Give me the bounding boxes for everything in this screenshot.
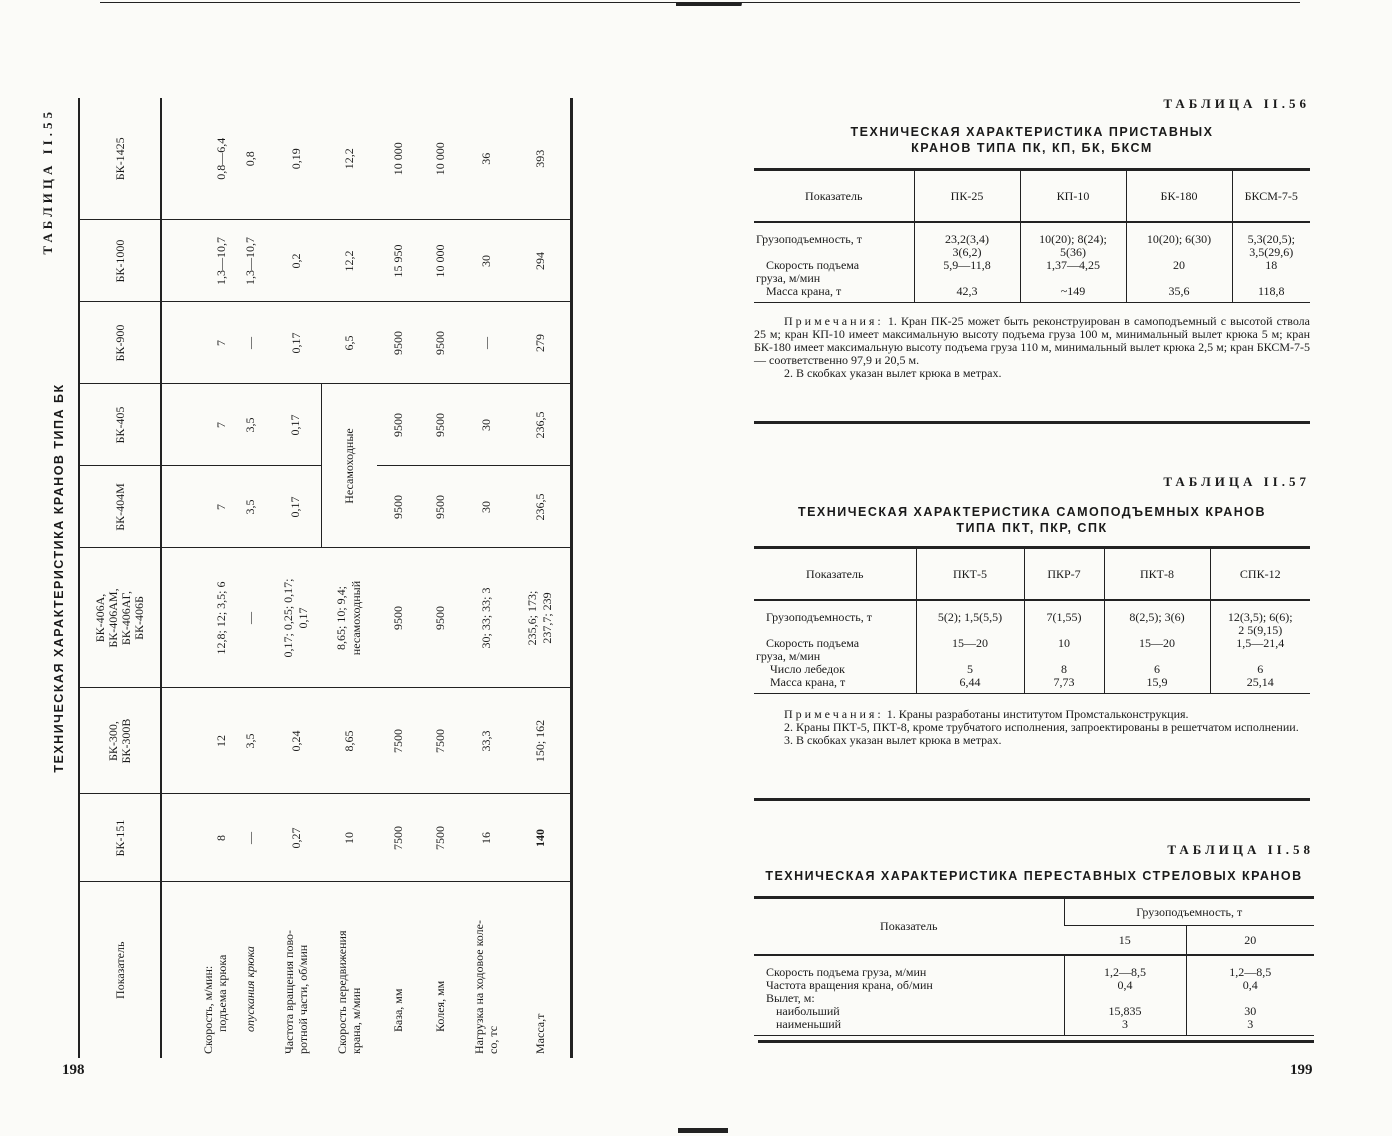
cell: 30	[461, 466, 511, 548]
table-header-row	[79, 98, 161, 1058]
table-row	[271, 98, 321, 1058]
section-divider	[754, 421, 1310, 424]
header-pkt8: ПКТ-8	[1104, 548, 1210, 601]
cell: 236,5	[511, 466, 571, 548]
table-II-57	[754, 474, 1310, 747]
header-bk180: БК-180	[1126, 170, 1232, 223]
section-divider	[754, 798, 1310, 801]
row-label: Масса,т	[511, 882, 571, 1058]
cell: —	[461, 302, 511, 384]
table-title: ТЕХНИЧЕСКАЯ ХАРАКТЕРИСТИКА ПРИСТАВНЫХ КРАНОВ ТИПА ПК, КП, БК, БКСМ	[850, 125, 1214, 155]
cell: 9500	[419, 548, 461, 688]
cell: 0,19	[271, 98, 321, 220]
cell: 9500	[377, 466, 419, 548]
header-param: Показатель	[754, 170, 914, 223]
table-II-56	[754, 96, 1310, 380]
row-label: Скорость, м/мин: подъема крюка	[201, 954, 229, 1054]
cell: —	[229, 794, 271, 882]
cell-bk180: 10(20); 6(30) 20 35,6	[1126, 222, 1232, 303]
table-header-row	[754, 898, 1314, 926]
non-self-propelled-cell: Несамоходные	[321, 384, 377, 548]
cell: 30	[461, 384, 511, 466]
row-labels: Грузоподъемность, т Скорость подъема груза, м/мин Число лебедок Масса крана, т	[754, 600, 916, 694]
cell: 10	[321, 794, 377, 882]
header-bk900: БК-900	[79, 302, 161, 384]
self-raising-cranes-table	[754, 546, 1310, 694]
header-pkt5: ПКТ-5	[916, 548, 1024, 601]
cell-bksm: 5,3(20,5); 3,5(29,6) 18 118,8	[1232, 222, 1310, 303]
table-II-55-rotated	[40, 98, 613, 1058]
cell: 9500	[419, 384, 461, 466]
cell: 33,3	[461, 688, 511, 794]
cell: 0,17	[271, 466, 321, 548]
cell: 6,5	[321, 302, 377, 384]
cell: 0,2	[271, 220, 321, 302]
table-row	[511, 98, 571, 1058]
cell: 10 000	[419, 98, 461, 220]
cell: 12,2	[321, 220, 377, 302]
row-label: опускания крюка	[243, 946, 257, 1032]
page-number-right: 199	[1290, 1062, 1313, 1078]
table-row	[229, 98, 271, 1058]
cell: 150; 162	[511, 688, 571, 794]
row-label: Нагрузка на ходовое коле- со, тс	[472, 920, 500, 1054]
cell-pkr7: 7(1,55) 10 8 7,73	[1024, 600, 1104, 694]
cell: 30; 33; 33; 3	[461, 548, 511, 688]
cell: 10 000	[377, 98, 419, 220]
cell: 0,17	[271, 384, 321, 466]
table-II-58	[754, 842, 1314, 1036]
cell: 10 000	[419, 220, 461, 302]
header-bksm: БКСМ-7-5	[1232, 170, 1310, 223]
cell-spk12: 12(3,5); 6(6); 2 5(9,15) 1,5—21,4 6 25,14	[1210, 600, 1310, 694]
cell: 7500	[419, 688, 461, 794]
header-param: Показатель	[754, 898, 1064, 956]
cell: 8,65	[321, 688, 377, 794]
cell: 7	[161, 302, 229, 384]
table-header-row	[754, 170, 1310, 223]
cell: 9500	[377, 302, 419, 384]
table-row	[754, 222, 1310, 303]
header-param: Показатель	[754, 548, 916, 601]
table-row	[377, 98, 419, 1058]
header-capacity-group: Грузоподъемность, т	[1064, 898, 1314, 926]
header-bk1425: БК-1425	[79, 98, 161, 220]
header-param: Показатель	[79, 882, 161, 1058]
table-notes: Примечания: 1. Краны разработаны институтом Промстальконструкция. 2. Краны ПКТ-5, ПКТ-8, кроме трубчатого исполнения, запроектированы в решетчатом исполнении. 3. В скобках указан вылет крюка в метрах.	[784, 707, 1299, 747]
cell: —	[229, 548, 271, 688]
cell: 9500	[377, 384, 419, 466]
cell: 3,5	[229, 688, 271, 794]
cell: 235,6; 173; 237,7; 239	[511, 548, 571, 688]
cell: 36	[461, 98, 511, 220]
cell: 0,27	[271, 794, 321, 882]
header-pkr7: ПКР-7	[1024, 548, 1104, 601]
table-number: ТАБЛИЦА II.57	[1163, 474, 1310, 489]
cell: 9500	[419, 466, 461, 548]
cell: 3,5	[229, 466, 271, 548]
table-row	[321, 98, 377, 1058]
cell-pkt5: 5(2); 1,5(5,5) 15—20 5 6,44	[916, 600, 1024, 694]
cell: 140	[511, 794, 571, 882]
header-bk405: БК-405	[79, 384, 161, 466]
book-spine-mark-bottom	[678, 1128, 728, 1133]
table-number: ТАБЛИЦА II.56	[1163, 96, 1310, 111]
cell: 7	[161, 384, 229, 466]
table-title: ТЕХНИЧЕСКАЯ ХАРАКТЕРИСТИКА САМОПОДЪЕМНЫХ КРАНОВ ТИПА ПКТ, ПКР, СПК	[797, 505, 1267, 535]
bottom-rule	[758, 1040, 1314, 1043]
row-label: Скорость передвижения крана, м/мин	[335, 930, 363, 1054]
table-title: ТЕХНИЧЕСКАЯ ХАРАКТЕРИСТИКА КРАНОВ ТИПА БК	[52, 383, 66, 773]
cell-pkt8: 8(2,5); 3(6) 15—20 6 15,9	[1104, 600, 1210, 694]
cell: 0,8—6,4	[161, 98, 229, 220]
cell: 393	[511, 98, 571, 220]
boom-cranes-table	[754, 896, 1314, 1036]
cell: 0,17; 0,25; 0,17; 0,17	[271, 548, 321, 688]
cell: 8,65; 10; 9,4; несамоходный	[321, 548, 377, 688]
page-number-left: 198	[62, 1062, 85, 1078]
crane-bk-table	[78, 98, 573, 1058]
table-number: ТАБЛИЦА II.58	[1167, 842, 1314, 857]
cell-cap-20: 1,2—8,5 0,4 30 3	[1186, 955, 1314, 1036]
book-spine-mark	[676, 2, 742, 16]
cell-kp10: 10(20); 8(24); 5(36) 1,37—4,25 ~149	[1020, 222, 1126, 303]
cell: 12,8; 12; 3,5; 6	[161, 548, 229, 688]
cell: 7500	[377, 794, 419, 882]
attached-cranes-table	[754, 168, 1310, 303]
cell: 16	[461, 794, 511, 882]
cell: 15 950	[377, 220, 419, 302]
cell: 7500	[377, 688, 419, 794]
header-bk1000: БК-1000	[79, 220, 161, 302]
header-bk406: БК-406А, БК-406АМ, БК-406АГ, БК-406Б	[79, 548, 161, 688]
cell: 294	[511, 220, 571, 302]
cell: 1,3—10,7	[229, 220, 271, 302]
header-cap-20: 20	[1186, 926, 1314, 956]
table-header-row	[754, 548, 1310, 601]
table-number: ТАБЛИЦА II.55	[40, 108, 55, 255]
cell: 279	[511, 302, 571, 384]
top-edge-line	[100, 2, 680, 3]
table-row	[161, 98, 229, 1058]
cell: 7	[161, 466, 229, 548]
cell: 12,2	[321, 98, 377, 220]
table-row	[461, 98, 511, 1058]
header-pk25: ПК-25	[914, 170, 1020, 223]
header-bk151: БК-151	[79, 794, 161, 882]
row-labels: Скорость подъема груза, м/мин Частота вращения крана, об/мин Вылет, м: наибольший наименьший	[754, 955, 1064, 1036]
header-cap-15: 15	[1064, 926, 1186, 956]
header-bk300: БК-300, БК-300В	[79, 688, 161, 794]
top-edge-line-right	[700, 2, 1300, 3]
cell: 0,24	[271, 688, 321, 794]
cell: 0,17	[271, 302, 321, 384]
header-spk12: СПК-12	[1210, 548, 1310, 601]
cell: 9500	[419, 302, 461, 384]
table-row	[754, 955, 1314, 1036]
cell: 1,3—10,7	[161, 220, 229, 302]
row-label: База, мм	[391, 988, 405, 1032]
table-title: ТЕХНИЧЕСКАЯ ХАРАКТЕРИСТИКА ПЕРЕСТАВНЫХ СТРЕЛОВЫХ КРАНОВ	[765, 869, 1303, 883]
header-bk404m: БК-404М	[79, 466, 161, 548]
cell: —	[229, 302, 271, 384]
header-kp10: КП-10	[1020, 170, 1126, 223]
cell: 3,5	[229, 384, 271, 466]
cell-cap-15: 1,2—8,5 0,4 15,835 3	[1064, 955, 1186, 1036]
cell: 8	[161, 794, 229, 882]
cell: 7500	[419, 794, 461, 882]
table-row	[754, 600, 1310, 694]
table-notes: Примечания: 1. Кран ПК-25 может быть реконструирован в самоподъемный с высотой ствола 25 м; кран КП-10 имеет максимальную высоту подъема груза 100 м, минимальный вылет крюка 5 м; кран БК-180 имеет максимальную высоту подъема груза 110 м, минимальный вылет крюка 2,5 м; кран БКСМ-7-5 — соответственно 97,9 и 20,5 м. 2. В скобках указан вылет крюка в метрах.	[754, 314, 1310, 380]
cell: 9500	[377, 548, 419, 688]
cell: 12	[161, 688, 229, 794]
table-row	[419, 98, 461, 1058]
cell: 0,8	[229, 98, 271, 220]
cell: 236,5	[511, 384, 571, 466]
cell-pk25: 23,2(3,4) 3(6,2) 5,9—11,8 42,3	[914, 222, 1020, 303]
cell: 30	[461, 220, 511, 302]
row-label: Частота вращения пово- ротной части, об/мин	[282, 929, 310, 1054]
row-label: Колея, мм	[433, 980, 447, 1032]
row-labels: Грузоподъемность, т Скорость подъема груза, м/мин Масса крана, т	[754, 222, 914, 303]
